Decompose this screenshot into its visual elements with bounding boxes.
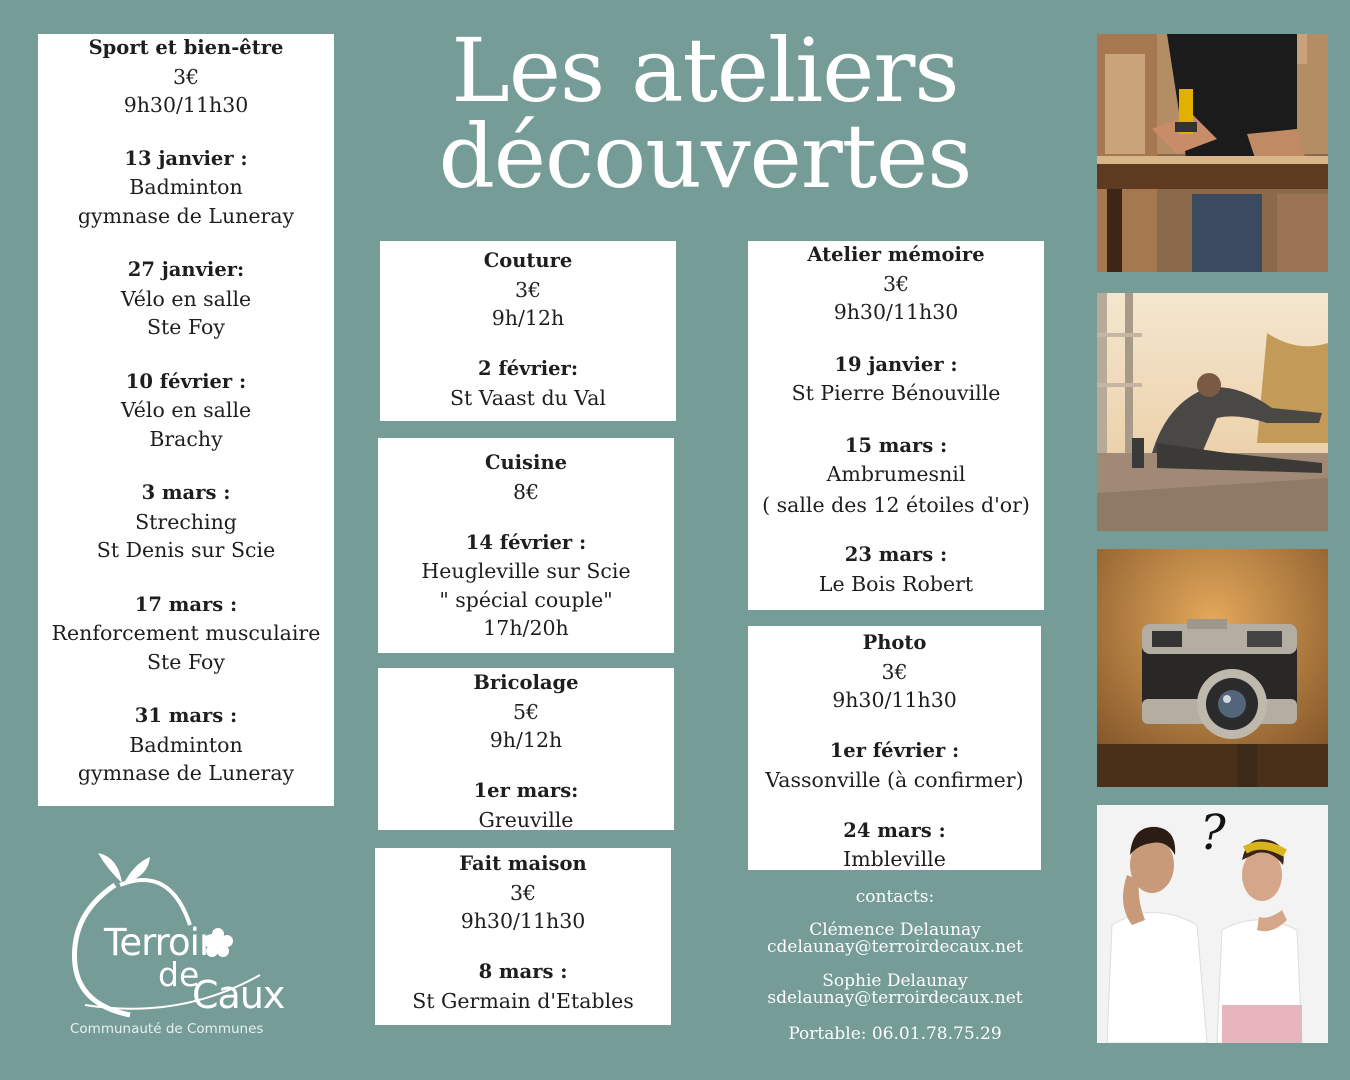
bricolage-heading: Bricolage [473, 671, 579, 694]
couture-heading: Couture [483, 249, 573, 272]
contact-email[interactable]: sdelaunay@terroirdecaux.net [767, 988, 1023, 1008]
session-place: Ste Foy [147, 315, 225, 339]
bricolage-place: Greuville [478, 807, 574, 832]
fait-maison-place: St Germain d'Etables [412, 988, 634, 1013]
session-activity: Badminton [129, 732, 243, 757]
session-place: Vassonville (à confirmer) [765, 767, 1024, 792]
couture-date: 2 février: [477, 357, 579, 380]
page-title [380, 19, 1030, 208]
session-activity: Vélo en salle [120, 286, 252, 311]
sport-card [38, 34, 334, 806]
cuisine-note: " spécial couple" [439, 587, 613, 612]
logo-word-caux: Caux [192, 973, 285, 1017]
couture-place: St Vaast du Val [450, 385, 606, 410]
session-place: St Pierre Bénouville [791, 381, 1001, 405]
session-date: 10 février : [125, 369, 247, 393]
session-activity: Vélo en salle [120, 398, 252, 422]
photo-hours: 9h30/11h30 [832, 688, 957, 712]
sport-heading: Sport et bien-être [88, 36, 284, 59]
camera-photo [1097, 549, 1328, 787]
contact-email[interactable]: cdelaunay@terroirdecaux.net [767, 937, 1023, 957]
thinking-people-photo [1097, 805, 1328, 1043]
contacts-block [745, 886, 1045, 1044]
session-place: Le Bois Robert [818, 571, 974, 596]
fait-maison-hours: 9h30/11h30 [460, 909, 586, 933]
contact-name: Clémence Delaunay [809, 920, 981, 940]
session-date: 15 mars : [844, 433, 948, 457]
session-activity: Renforcement musculaire [51, 621, 321, 645]
cuisine-price: 8€ [512, 479, 540, 504]
fait-maison-heading: Fait maison [459, 852, 587, 875]
sport-session [38, 145, 334, 231]
cuisine-card [378, 438, 674, 653]
session-date: 13 janvier : [124, 146, 248, 170]
session-date: 24 mars : [843, 818, 946, 842]
couture-price: 3€ [514, 277, 542, 302]
sport-session [38, 591, 334, 677]
memoire-heading: Atelier mémoire [807, 243, 985, 266]
photo-heading: Photo [862, 631, 927, 654]
photo-price: 3€ [881, 659, 908, 684]
cuisine-hours: 17h/20h [483, 616, 569, 640]
sport-session [38, 702, 334, 788]
sport-price: 3€ [172, 64, 200, 89]
fait-maison-price: 3€ [509, 880, 537, 905]
memoire-price: 3€ [882, 271, 910, 296]
memoire-card [748, 241, 1044, 610]
session-date: 17 mars : [134, 592, 238, 616]
session-date: 19 janvier : [834, 352, 958, 376]
session-date: 31 mars : [134, 704, 238, 727]
session-extra: ( salle des 12 étoiles d'or) [762, 492, 1030, 517]
photo-card [748, 626, 1041, 870]
logo-word-terroir: Terroir [104, 921, 214, 964]
bricolage-date: 1er mars: [473, 779, 579, 802]
logo-word-de: de [158, 955, 200, 994]
couture-hours: 9h/12h [491, 306, 565, 330]
bricolage-hours: 9h/12h [489, 728, 563, 752]
bricolage-price: 5€ [512, 699, 540, 724]
session-date: 1er février : [829, 739, 960, 762]
fait-maison-date: 8 mars : [478, 960, 568, 983]
contact-name: Sophie Delaunay [822, 971, 968, 991]
cuisine-place: Heugleville sur Scie [421, 559, 631, 583]
sport-hours: 9h30/11h30 [123, 93, 249, 117]
sport-session [38, 479, 334, 565]
couture-card [380, 241, 676, 421]
bricolage-card [378, 668, 674, 830]
sport-session [38, 256, 334, 342]
session-place: Brachy [149, 426, 223, 451]
stretching-photo [1097, 293, 1328, 531]
terroir-de-caux-logo [60, 845, 320, 1045]
cuisine-date: 14 février : [465, 530, 587, 554]
session-place: gymnase de Luneray [77, 203, 295, 228]
session-place: gymnase de Luneray [77, 761, 295, 785]
session-date: 27 janvier: [127, 258, 245, 281]
session-date: 3 mars : [141, 481, 231, 504]
contacts-label: contacts: [855, 887, 935, 907]
session-place: Ste Foy [147, 649, 225, 674]
woodworking-photo [1097, 34, 1328, 272]
question-icon: ? [1200, 805, 1226, 861]
title-line-2: découvertes [438, 105, 972, 208]
session-activity: Streching [135, 509, 237, 534]
session-place: Ambrumesnil [826, 462, 966, 486]
cuisine-heading: Cuisine [484, 451, 568, 474]
sport-session [38, 368, 334, 454]
memoire-hours: 9h30/11h30 [833, 300, 959, 324]
session-place: Imbleville [843, 847, 946, 871]
title-line-1: Les ateliers [451, 19, 959, 122]
session-date: 23 mars : [844, 543, 948, 566]
logo-subtitle: Communauté de Communes [70, 1021, 264, 1037]
session-place: St Denis sur Scie [96, 538, 276, 562]
contact-phone[interactable]: Portable: 06.01.78.75.29 [788, 1024, 1002, 1044]
fait-maison-card [375, 848, 671, 1025]
session-activity: Badminton [129, 175, 243, 199]
